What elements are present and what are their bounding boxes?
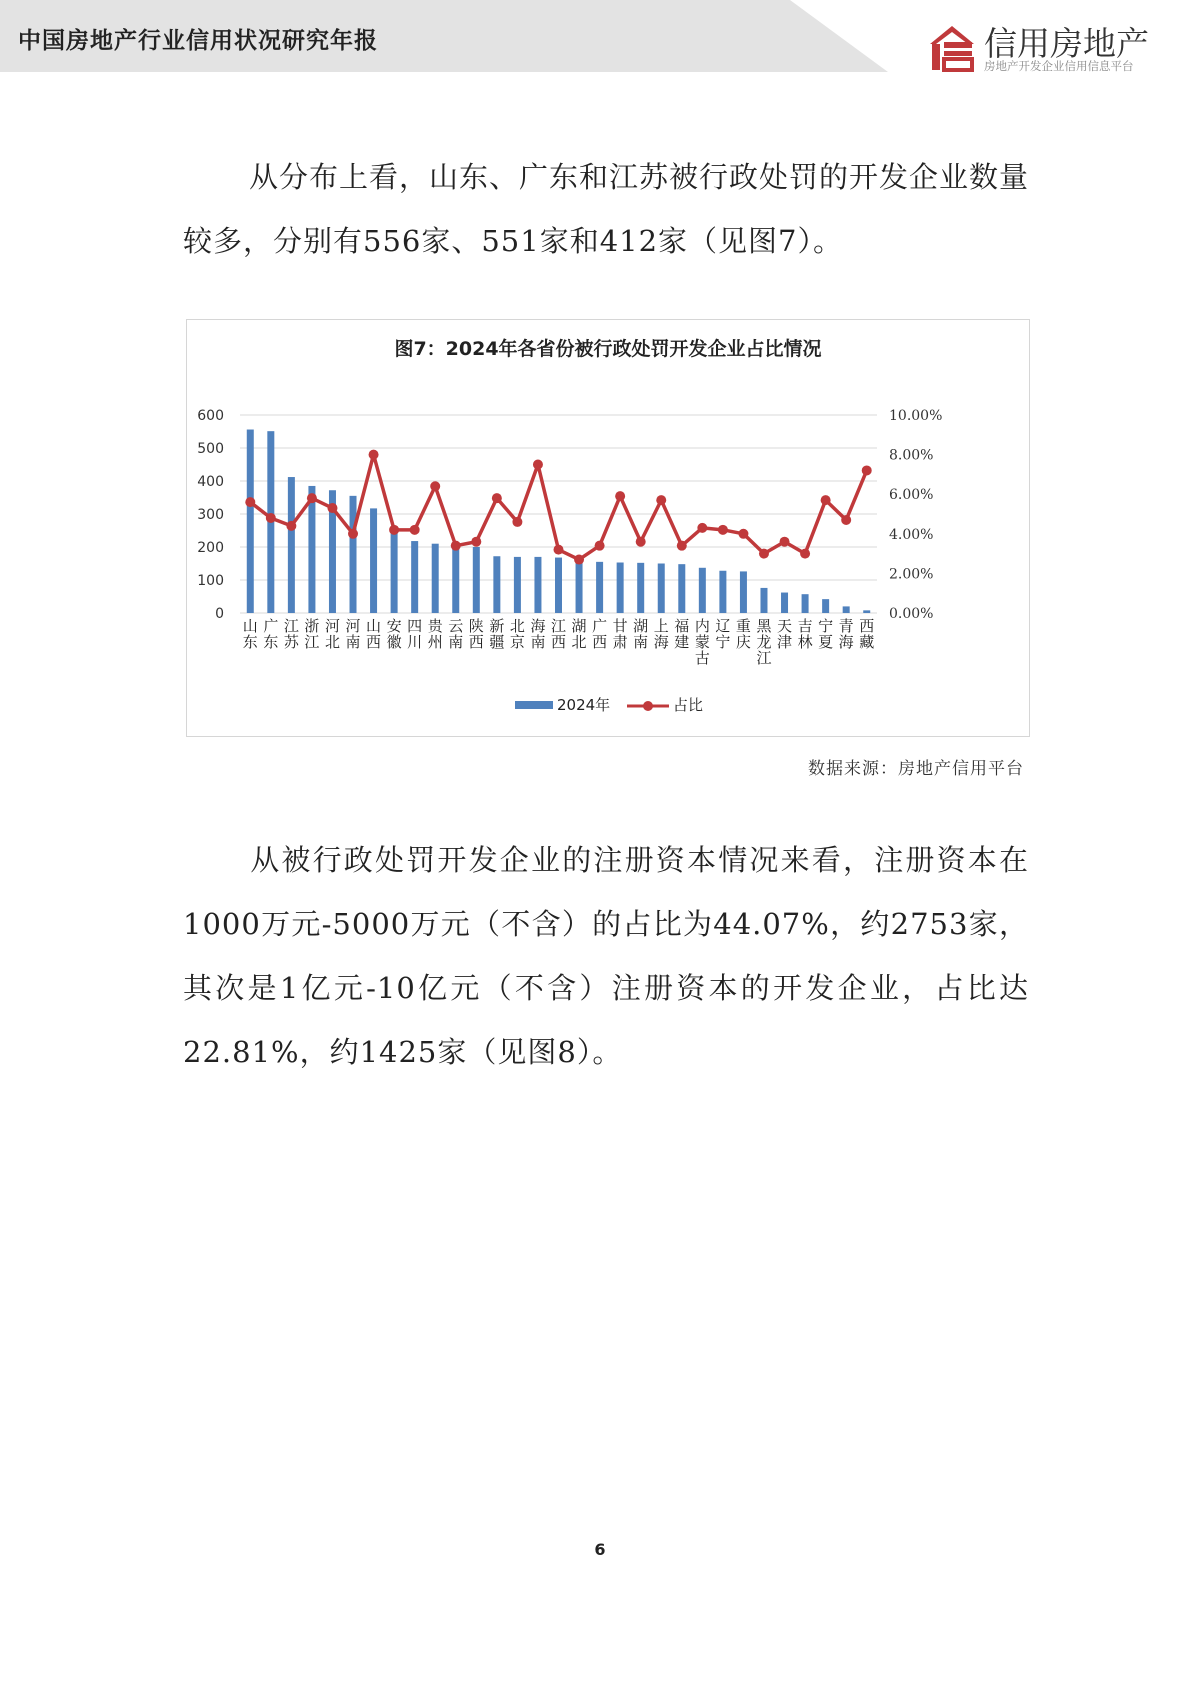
bar — [493, 556, 500, 613]
paragraph-capital — [183, 828, 1029, 1084]
bar — [843, 606, 850, 613]
x-tick-label: 内蒙古 — [694, 617, 710, 667]
legend-label: 占比 — [673, 696, 704, 714]
line-point — [759, 549, 769, 559]
x-tick-label: 山西 — [366, 617, 382, 651]
line-point — [780, 537, 790, 547]
x-tick-label: 山东 — [242, 617, 258, 651]
bar — [760, 588, 767, 613]
y-left-tick-label: 300 — [197, 507, 224, 523]
line-point — [245, 497, 255, 507]
x-tick-label: 北京 — [509, 617, 525, 651]
y-right-tick-label: 6.00% — [889, 487, 934, 504]
y-left-tick-label: 200 — [197, 540, 224, 556]
x-tick-label: 上海 — [653, 617, 669, 651]
line-point — [327, 503, 337, 513]
line-point — [492, 493, 502, 503]
x-tick-label: 甘肃 — [612, 617, 628, 651]
line-point — [656, 495, 666, 505]
x-tick-label: 贵州 — [427, 617, 443, 651]
bar — [678, 564, 685, 613]
bar — [247, 430, 254, 613]
bar — [391, 527, 398, 613]
bar — [514, 557, 521, 613]
x-tick-label: 海南 — [530, 617, 546, 651]
line-point — [266, 513, 276, 523]
report-title: 中国房地产行业信用状况研究年报 — [18, 28, 378, 54]
y-right-tick-label: 4.00% — [889, 526, 934, 543]
paragraph-distribution — [183, 145, 1029, 273]
page-number: 6 — [594, 1540, 606, 1559]
logo-building-icon — [928, 22, 978, 72]
bar — [699, 568, 706, 613]
x-tick-label: 黑龙江 — [756, 617, 772, 667]
line-point — [307, 493, 317, 503]
bar — [719, 571, 726, 613]
logo — [928, 18, 1178, 74]
y-left-tick-label: 600 — [197, 408, 224, 424]
bar — [555, 558, 562, 613]
bar — [288, 477, 295, 613]
paragraph-text: 从分布上看，山东、广东和江苏被行政处罚的开发企业数量较多，分别有556家、551家和412家（见图7）。 — [183, 160, 1030, 258]
x-tick-label: 陕西 — [468, 617, 484, 651]
logo-subtitle: 房地产开发企业信用信息平台 — [984, 59, 1134, 73]
line-point — [286, 521, 296, 531]
chart-title: 图7：2024年各省份被行政处罚开发企业占比情况 — [394, 338, 822, 360]
y-right-tick-label: 0.00% — [889, 606, 934, 622]
line-point — [677, 541, 687, 551]
bar — [822, 599, 829, 613]
y-left-tick-label: 500 — [197, 441, 224, 457]
x-tick-label: 青海 — [838, 617, 854, 651]
x-tick-label: 云南 — [448, 617, 464, 651]
bar — [308, 486, 315, 613]
line-point — [718, 525, 728, 535]
bar — [350, 496, 357, 613]
y-left-tick-label: 0 — [215, 606, 224, 622]
y-right-tick-label: 10.00% — [889, 408, 943, 424]
bar — [411, 541, 418, 613]
x-tick-label: 辽宁 — [715, 617, 731, 651]
line-point — [841, 515, 851, 525]
line-point — [574, 555, 584, 565]
y-right-tick-label: 8.00% — [889, 447, 934, 464]
bar — [781, 593, 788, 613]
line-point — [554, 545, 564, 555]
bar — [370, 508, 377, 613]
y-left-tick-label: 400 — [197, 474, 224, 490]
x-tick-label: 江苏 — [283, 617, 299, 651]
line-point — [348, 529, 358, 539]
x-tick-label: 吉林 — [797, 617, 813, 651]
line-point — [615, 491, 625, 501]
x-tick-label: 新疆 — [489, 617, 505, 651]
x-tick-label: 河南 — [345, 617, 361, 651]
x-tick-label: 西藏 — [859, 617, 875, 651]
logo-name: 信用房地产 — [984, 24, 1149, 63]
x-tick-label: 江西 — [550, 617, 567, 651]
chart-svg — [187, 320, 1029, 736]
bar — [452, 545, 459, 613]
x-tick-label: 浙江 — [304, 617, 320, 651]
bar — [576, 560, 583, 613]
chart-figure-7 — [186, 319, 1030, 737]
line-point — [369, 450, 379, 460]
y-right-tick-label: 2.00% — [889, 566, 934, 583]
chart-source: 数据来源：房地产信用平台 — [808, 759, 1024, 779]
x-tick-label: 天津 — [777, 617, 793, 651]
x-tick-label: 四川 — [407, 617, 423, 651]
legend-label: 2024年 — [557, 696, 611, 714]
bar — [596, 562, 603, 613]
line-point — [697, 523, 707, 533]
bar — [534, 557, 541, 613]
legend-bar-swatch — [515, 701, 553, 709]
line-point — [410, 525, 420, 535]
x-tick-label: 广东 — [263, 617, 279, 651]
x-tick-label: 重庆 — [735, 617, 751, 651]
y-left-tick-label: 100 — [197, 573, 224, 589]
line-point — [738, 529, 748, 539]
x-tick-label: 河北 — [324, 617, 340, 651]
line-point — [471, 537, 481, 547]
x-tick-label: 广西 — [592, 617, 608, 651]
bar — [740, 571, 747, 613]
x-tick-label: 福建 — [674, 617, 690, 651]
paragraph-text: 从被行政处罚开发企业的注册资本情况来看，注册资本在1000万元-5000万元（不含）的占比为44.07%，约2753家，其次是1亿元-10亿元（不含）注册资本的开发企业，占比达22.81%，约1425家（见图8）。 — [183, 843, 1029, 1069]
line-point — [595, 541, 605, 551]
x-tick-label: 安徽 — [386, 617, 402, 651]
bar — [802, 594, 809, 613]
bar — [637, 563, 644, 613]
x-tick-label: 湖南 — [633, 617, 649, 651]
line-point — [389, 525, 399, 535]
legend-line-marker — [643, 701, 653, 711]
line-point — [800, 549, 810, 559]
line-point — [636, 537, 646, 547]
x-tick-label: 湖北 — [571, 617, 587, 651]
bar — [658, 564, 665, 614]
x-tick-label: 宁夏 — [818, 617, 834, 651]
line-point — [821, 495, 831, 505]
line-point — [451, 541, 461, 551]
bar — [432, 544, 439, 613]
line-point — [512, 517, 522, 527]
bar — [473, 547, 480, 613]
line-point — [533, 460, 543, 470]
line-point — [862, 465, 872, 475]
series-line — [250, 455, 866, 560]
bar — [617, 563, 624, 613]
line-point — [430, 481, 440, 491]
bar — [863, 610, 870, 613]
